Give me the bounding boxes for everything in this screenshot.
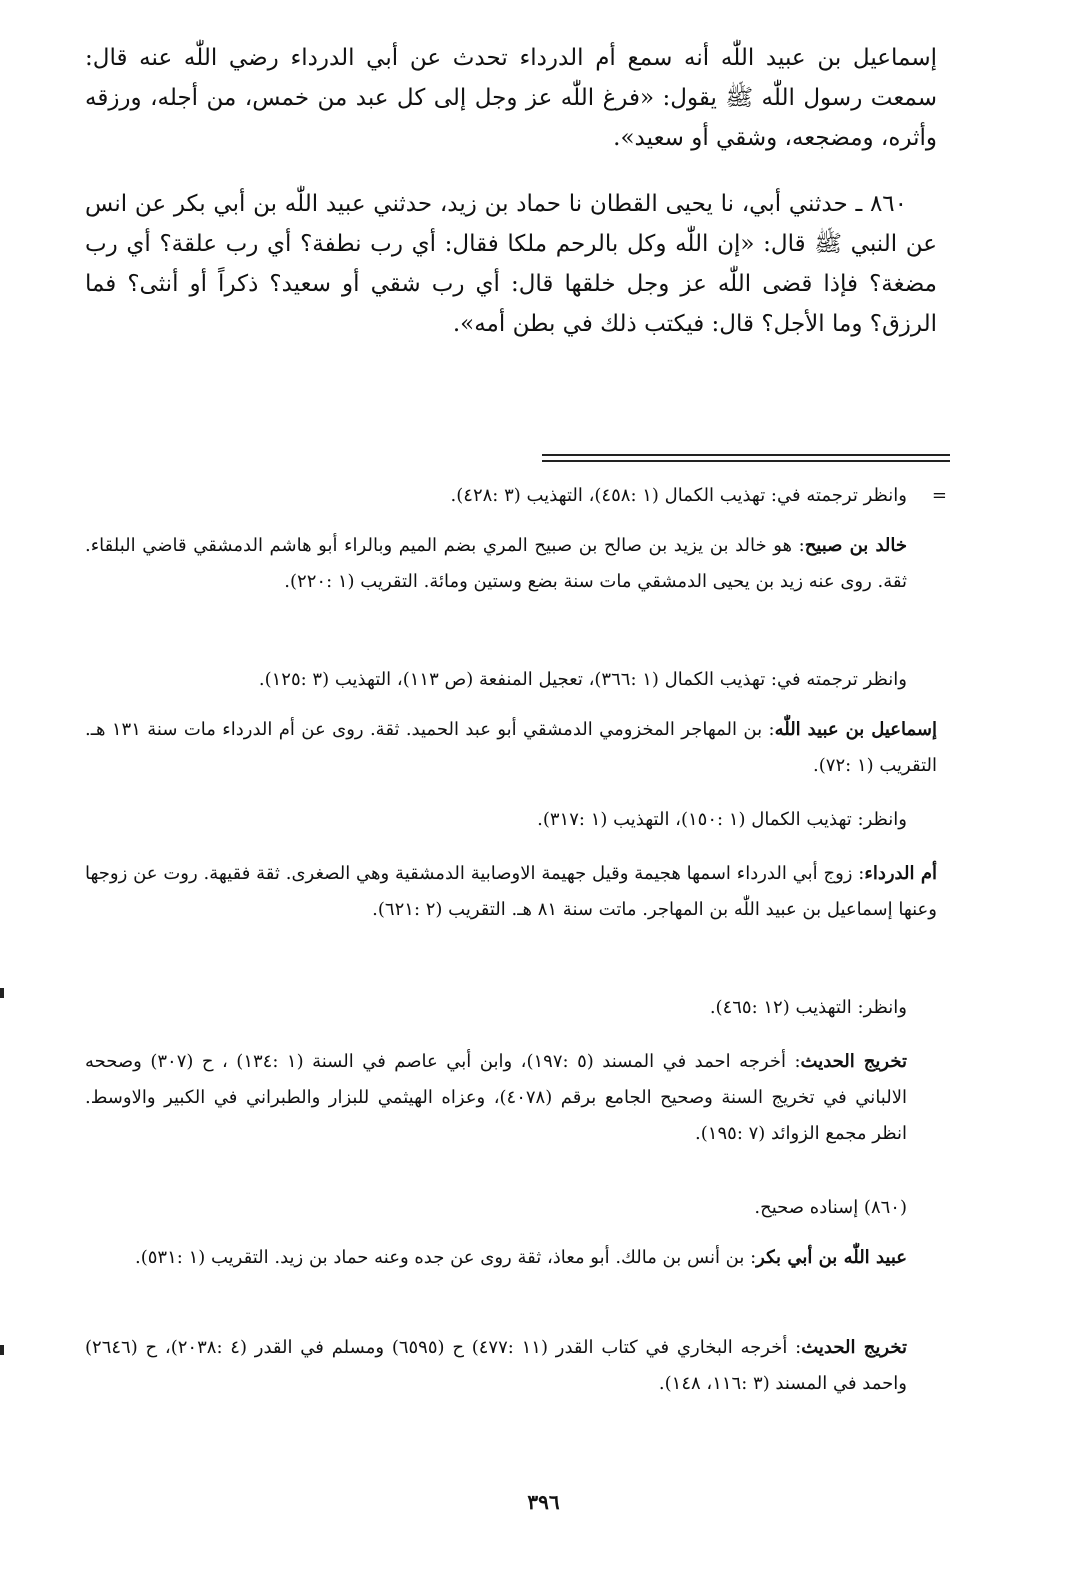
footnote-4-title: إسماعيل بن عبيد اللّٰه [774,719,937,740]
footnote-1: = وانظر ترجمته في: تهذيب الكمال (١ :٤٥٨)، التهذيب (٣ :٤٢٨). [85,478,937,514]
continuation-mark: = [931,485,947,506]
footnote-10: عبيد اللّٰه بن أبي بكر: بن أنس بن مالك. أبو معاذ، ثقة روى عن جده وعنه حماد بن زيد. التقريب (١ :٥٣١). [135,1247,907,1268]
footnote-7: وانظر: التهذيب (١٢ :٤٦٥). [709,997,907,1018]
footnote-8-title: تخريج الحديث [800,1051,907,1072]
footnote-8: تخريج الحديث: أخرجه احمد في المسند (٥ :١٩٧)، وابن أبي عاصم في السنة (١ :١٣٤) ، ح (٣٠٧) وصححه الالباني في تخريج السنة وصحيح الجامع برقم (٤٠٧٨)، وعزاه الهيثمي للبزار والطبراني في الكبير والاوسط. انظر مجمع الزوائد (٧ :١٩٥). [85,1051,907,1144]
footnote-11: تخريج الحديث: أخرجه البخاري في كتاب القدر (١١ :٤٧٧) ح (٦٥٩٥) ومسلم في القدر (٤ :٢٠٣٨)، ح (٢٦٤٦) واحمد في المسند (٣ :١١٦، ١٤٨). [85,1337,907,1394]
footnote-9: (٨٦٠) إسناده صحيح. [754,1197,907,1218]
footnote-2-title: خالد بن صبيح [804,535,907,556]
footnote-6: أم الدرداء: زوج أبي الدرداء اسمها هجيمة وقيل جهيمة الاوصابية الدمشقية وهي الصغرى. ثقة فقيهة. روت عن زوجها وعنها إسماعيل بن عبيد اللّٰه بن المهاجر. ماتت سنة ٨١ هـ. التقريب (٢ :٦٢١). [85,863,937,920]
footnote-11-title: تخريج الحديث [801,1337,907,1358]
hadith-number: ٨٦٠ [869,191,908,217]
footnote-4: إسماعيل بن عبيد اللّٰه: بن المهاجر المخزومي الدمشقي أبو عبد الحميد. ثقة. روى عن أم الدرداء مات سنة ١٣١ هـ. التقريب (١ :٧٢). [85,719,937,776]
main-paragraph-2 [85,184,937,344]
footnote-5: وانظر: تهذيب الكمال (١ :١٥٠)، التهذيب (١ :٣١٧). [537,809,907,830]
page-number: ٣٩٦ [527,1490,560,1514]
footnote-2: خالد بن صبيح: هو خالد بن يزيد بن صالح بن صبيح المري بضم الميم وبالراء أبو هاشم الدمشقي قاضي البلقاء. ثقة. روى عنه زيد بن يحيى الدمشقي مات سنة بضع وستين ومائة. التقريب (١ :٢٢٠). [85,535,907,592]
hadith-text: ـ حدثني أبي، نا يحيى القطان نا حماد بن زيد، حدثني عبيد اللّٰه بن أبي بكر عن انس عن النبي ﷺ قال: «إن اللّٰه وكل بالرحم ملكا فقال: أي رب نطفة؟ أي رب علقة؟ أي رب مضغة؟ فإذا قضى اللّٰه عز وجل خلقها قال: أي رب شقي أو سعيد؟ ذكراً أو أنثى؟ فما الرزق؟ وما الأجل؟ قال: فيكتب ذلك في بطن أمه». [85,191,937,337]
main-paragraph-1: إسماعيل بن عبيد اللّٰه أنه سمع أم الدرداء تحدث عن أبي الدرداء رضي اللّٰه عنه قال: سمعت رسول اللّٰه ﷺ يقول: «فرغ اللّٰه عز وجل إلى كل عبد من خمس، من أجله، ورزقه وأثره، ومضجعه، وشقي أو سعيد». [85,45,937,151]
footnote-separator-top [542,454,950,456]
scan-edge-mark [0,988,4,998]
footnote-10-title: عبيد اللّٰه بن أبي بكر [756,1247,907,1268]
scan-edge-mark [0,1345,4,1355]
footnote-6-title: أم الدرداء [864,863,937,884]
footnote-3: وانظر ترجمته في: تهذيب الكمال (١ :٣٦٦)، تعجيل المنفعة (ص ١١٣)، التهذيب (٣ :١٢٥). [258,669,907,690]
main-text [85,38,937,344]
footnote-separator-bottom [542,460,950,462]
